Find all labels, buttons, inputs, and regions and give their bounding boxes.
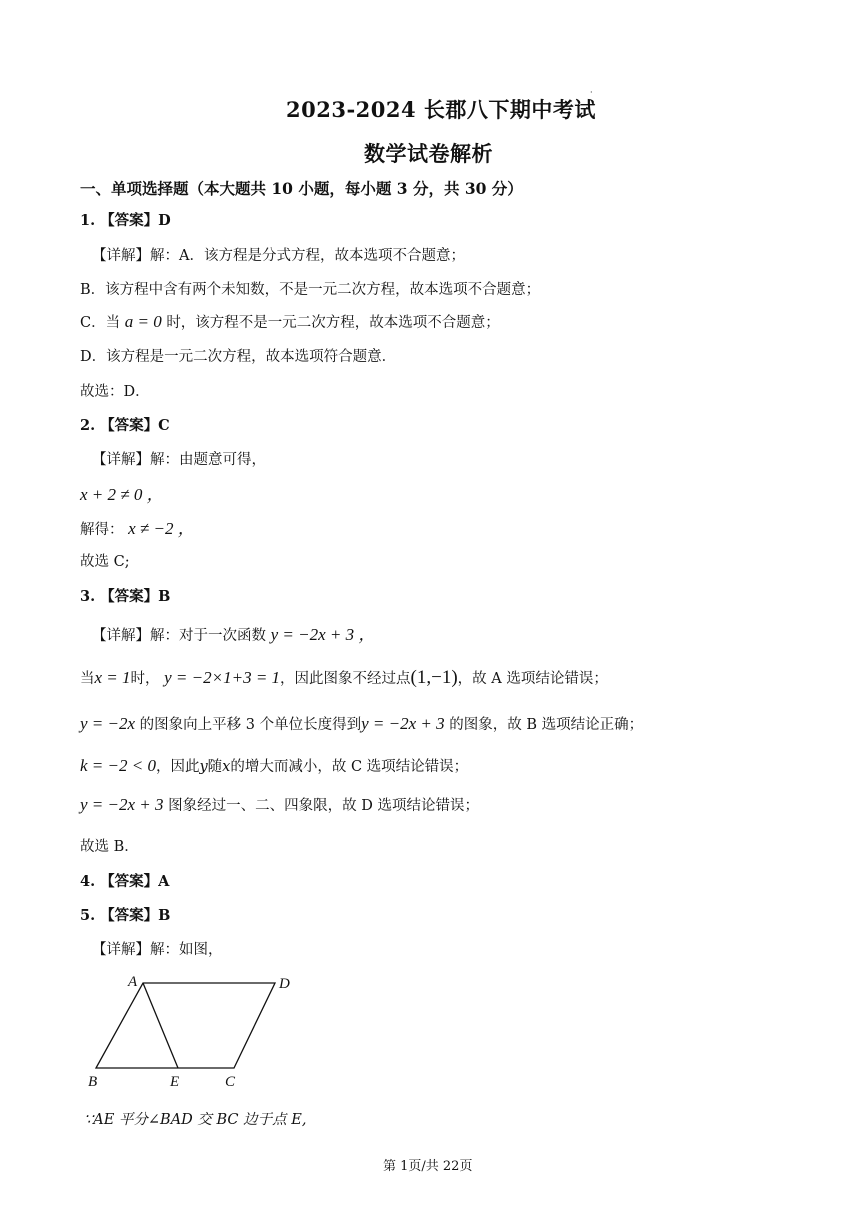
q4-answer: 4. 【答案】A: [80, 873, 170, 890]
q3-c-post: 的增大而减小，故 C 选项结论错误；: [230, 759, 469, 775]
segment-ae: [143, 983, 178, 1068]
q3-c-y: y: [199, 759, 208, 775]
q2-solve: [80, 514, 195, 539]
q3-detail: [92, 620, 375, 645]
q3-a-math1: x = 1: [94, 668, 131, 687]
q3-b-post: 的图象，故 B 选项结论正确；: [449, 717, 644, 733]
q3-answer: 3. 【答案】B: [80, 588, 171, 605]
q3-a-math3: (1,−1): [410, 667, 458, 688]
q3-detail-math: y = −2x + 3 ，: [270, 625, 376, 644]
label-a: A: [128, 974, 138, 990]
q1-answer: 1. 【答案】D: [80, 212, 171, 229]
q3-b-math1: y = −2x: [80, 714, 136, 733]
q2-detail: 【详解】解：由题意可得，: [92, 452, 266, 468]
q2-solve-math: x ≠ −2 ，: [128, 519, 195, 538]
q3-option-d: [80, 794, 479, 815]
q2-answer: 2. 【答案】C: [80, 417, 170, 434]
q1-c-post: 时，该方程不是一元二次方程，故本选项不合题意；: [166, 315, 500, 331]
q3-c-mid2: 随: [207, 759, 223, 775]
q1-choose: 故选：D．: [80, 384, 150, 400]
label-b: B: [88, 1074, 98, 1090]
q3-d-post: 图象经过一、二、四象限，故 D 选项结论错误；: [168, 798, 479, 814]
q3-a-math2: y = −2×1+3 = 1: [164, 668, 281, 687]
q3-a-mid2: ，因此图象不经过点: [280, 671, 411, 687]
q3-option-c: [80, 755, 468, 776]
q3-choose: 故选 B．: [80, 839, 139, 855]
q2-equation: x + 2 ≠ 0 ，: [80, 485, 164, 504]
q1-option-b: B．该方程中含有两个未知数，不是一元二次方程，故本选项不合题意；: [80, 282, 541, 298]
q3-b-mid: 的图象向上平移 3 个单位长度得到: [139, 717, 362, 733]
q3-b-math2: y = −2x + 3: [361, 714, 445, 733]
q1-c-math: a = 0: [124, 312, 162, 331]
q3-c-math: k = −2 < 0: [80, 756, 156, 775]
label-d: D: [279, 976, 290, 992]
page-footer: 第 1页/共 22页: [383, 1159, 473, 1174]
label-e: E: [170, 1074, 180, 1090]
q5-detail: 【详解】解：如图，: [92, 942, 223, 958]
parallelogram-abcd: [96, 983, 275, 1068]
q1-option-c: [80, 311, 500, 332]
q5-answer: 5. 【答案】B: [80, 907, 171, 924]
q3-c-mid: ，因此: [155, 759, 200, 775]
q3-a-mid: 时，: [130, 671, 160, 687]
q2-solve-pre: 解得：: [80, 522, 124, 538]
q3-a-pre: 当: [80, 671, 95, 687]
q1-detail: 【详解】解：A．该方程是分式方程，故本选项不合题意；: [92, 248, 465, 264]
q5-because: ∵AE 平分∠BAD 交 BC 边于点 E,: [84, 1112, 307, 1128]
q2-choose: 故选 C;: [80, 554, 130, 570]
label-c: C: [225, 1074, 236, 1090]
section-heading: 一、单项选择题（本大题共 10 小题，每小题 3 分，共 30 分）: [80, 179, 523, 198]
corner-mark: ·: [590, 88, 593, 97]
q1-option-d: D．该方程是一元二次方程，故本选项符合题意．: [80, 349, 397, 365]
q3-c-x: x: [222, 759, 231, 775]
q3-d-math: y = −2x + 3: [80, 795, 164, 814]
q1-c-pre: C．当: [80, 315, 121, 331]
q3-option-b: [80, 713, 643, 734]
page-title: 2023-2024 长郡八下期中考试: [286, 97, 596, 122]
q3-detail-pre: 【详解】解：对于一次函数: [92, 628, 266, 644]
q3-a-post: ，故 A 选项结论错误；: [457, 671, 608, 687]
q3-option-a: [80, 667, 608, 689]
parallelogram-figure: [80, 968, 310, 1093]
page-subtitle: 数学试卷解析: [364, 141, 493, 166]
